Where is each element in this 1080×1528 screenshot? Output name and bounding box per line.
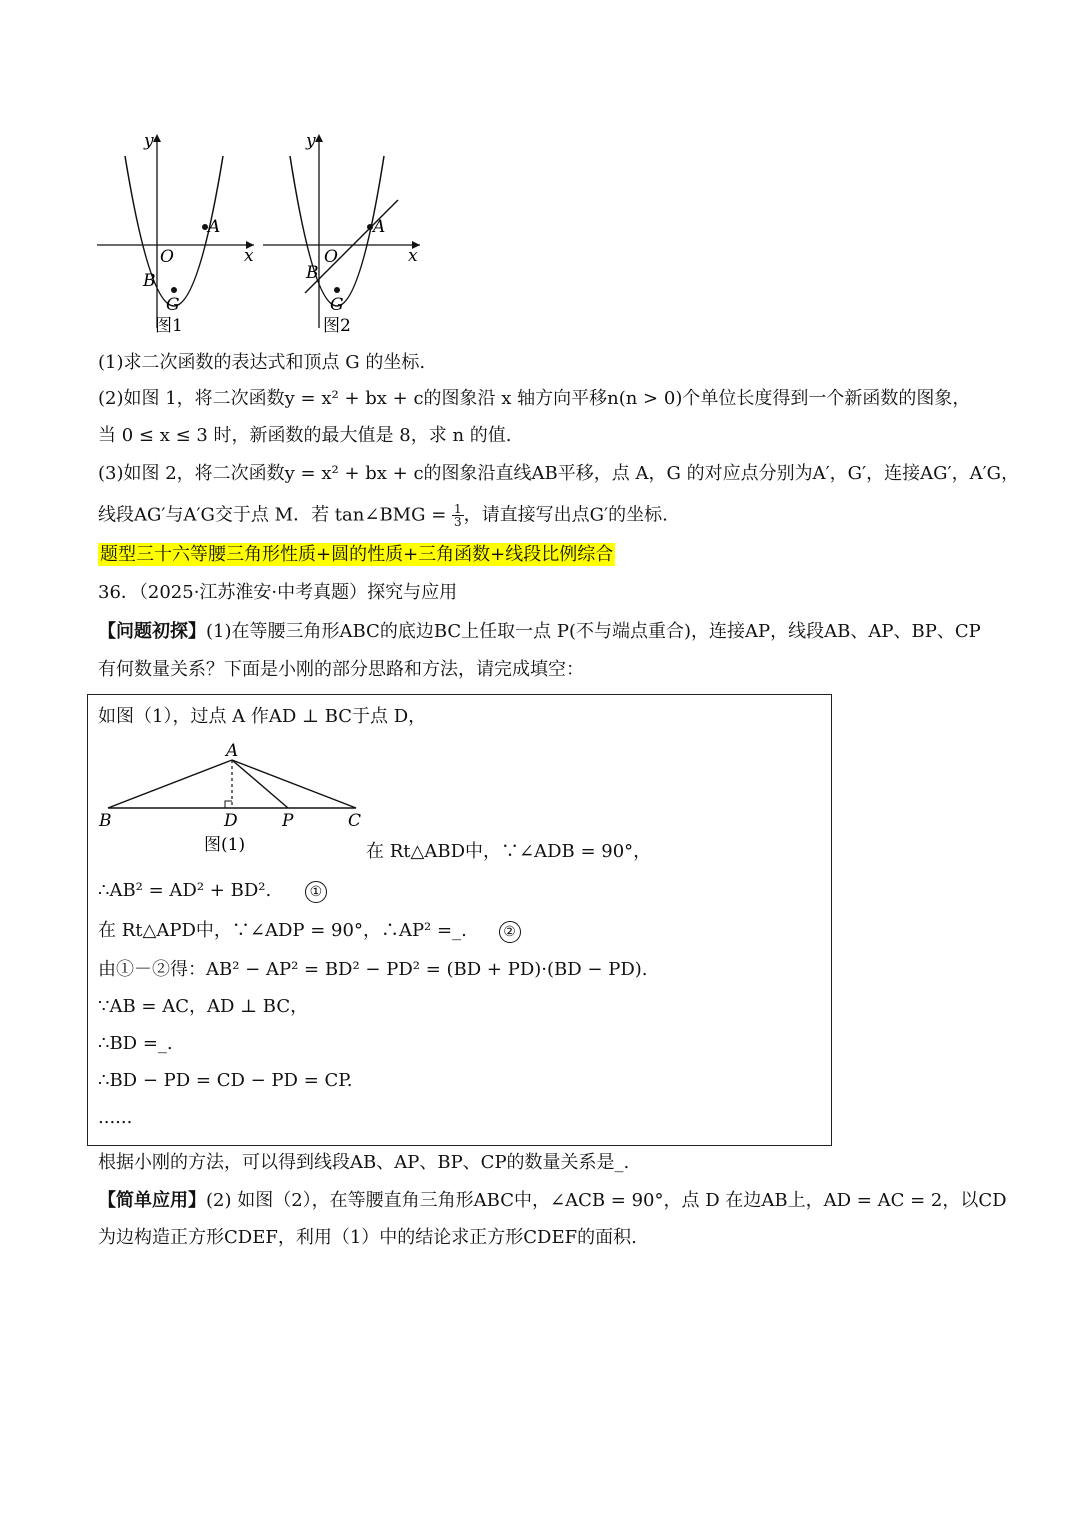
x-axis-label: x [408, 246, 418, 266]
figure-triangle [96, 738, 376, 863]
point-a-label: A [208, 217, 221, 237]
triangle-label-p: P [282, 811, 294, 831]
y-axis-label: y [306, 131, 316, 151]
figure-1-caption: 图1 [155, 316, 183, 336]
fraction-one-third: $\frac{1}{3}$ [454, 502, 462, 529]
triangle-caption: 图(1) [204, 835, 246, 855]
x-axis-label: x [244, 246, 254, 266]
figure-2-caption: 图2 [323, 316, 351, 336]
question-3-part-b: 线段AG′与A′G交于点 M．若 tan∠BMG = $\frac{1}{3}$ ，请直接写出点G′的坐标. [98, 502, 668, 529]
apply-line-a: 【简单应用】(2) 如图（2），在等腰直角三角形ABC中，∠ACB = 90°，点 D 在边AB上，AD = AC = 2，以CD [98, 1190, 1007, 1211]
problem-36-header: 36．（2025·江苏淮安·中考真题）探究与应用 [98, 582, 458, 603]
triangle-label-a: A [226, 741, 239, 761]
origin-label: O [160, 247, 174, 267]
triangle-label-d: D [224, 811, 238, 831]
circled-one: ① [305, 881, 327, 903]
question-2-part-b: 当 0 ≤ x ≤ 3 时，新函数的最大值是 8，求 n 的值. [98, 425, 512, 446]
section-title: 题型三十六等腰三角形性质+圆的性质+三角函数+线段比例综合 [100, 544, 614, 565]
box-line-6: ∵AB = AC，AD ⊥ BC， [98, 996, 309, 1017]
conclusion-line: 根据小刚的方法，可以得到线段AB、AP、BP、CP的数量关系是_. [98, 1152, 630, 1173]
y-axis-label: y [144, 131, 154, 151]
box-line-9: ...... [98, 1107, 133, 1128]
question-2-part-a: (2)如图 1，将二次函数y = x² + bx + c的图象沿 x 轴方向平移n(n > 0)个单位长度得到一个新函数的图象， [98, 388, 971, 409]
triangle-label-b: B [99, 811, 112, 831]
triangle-label-c: C [348, 811, 362, 831]
origin-label: O [324, 247, 338, 267]
point-g-label: G [166, 295, 180, 315]
problem-36-intro-a: 【问题初探】(1)在等腰三角形ABC的底边BC上任取一点 P(不与端点重合)，连接AP，线段AB、AP、BP、CP [98, 621, 981, 642]
box-line-4: 在 Rt△APD中，∵∠ADP = 90°，∴AP² =_. ② [98, 919, 521, 943]
circled-two: ② [499, 921, 521, 943]
box-line-3: ∴AB² = AD² + BD². ① [98, 879, 327, 903]
figure-1 [92, 128, 262, 338]
box-line-2: 在 Rt△ABD中，∵∠ADB = 90°， [366, 841, 652, 862]
figure-2 [258, 128, 428, 338]
question-3-part-a: (3)如图 2，将二次函数y = x² + bx + c的图象沿直线AB平移，点 A，G 的对应点分别为A′，G′，连接AG′，A′G， [98, 463, 1020, 484]
problem-36-intro-b: 有何数量关系？下面是小刚的部分思路和方法，请完成填空： [98, 659, 584, 680]
box-line-1: 如图（1），过点 A 作AD ⊥ BC于点 D， [98, 706, 427, 727]
point-b-label: B [143, 271, 156, 291]
point-g-label: G [330, 295, 344, 315]
box-line-8: ∴BD − PD = CD − PD = CP. [98, 1070, 353, 1091]
point-a-label: A [373, 217, 386, 237]
point-b-label: B [306, 263, 319, 283]
question-1: (1)求二次函数的表达式和顶点 G 的坐标. [98, 352, 426, 373]
box-line-7: ∴BD =_. [98, 1033, 173, 1054]
box-line-5: 由①－②得：AB² − AP² = BD² − PD² = (BD + PD)·(BD − PD). [98, 959, 648, 980]
apply-line-b: 为边构造正方形CDEF，利用（1）中的结论求正方形CDEF的面积. [98, 1227, 637, 1248]
